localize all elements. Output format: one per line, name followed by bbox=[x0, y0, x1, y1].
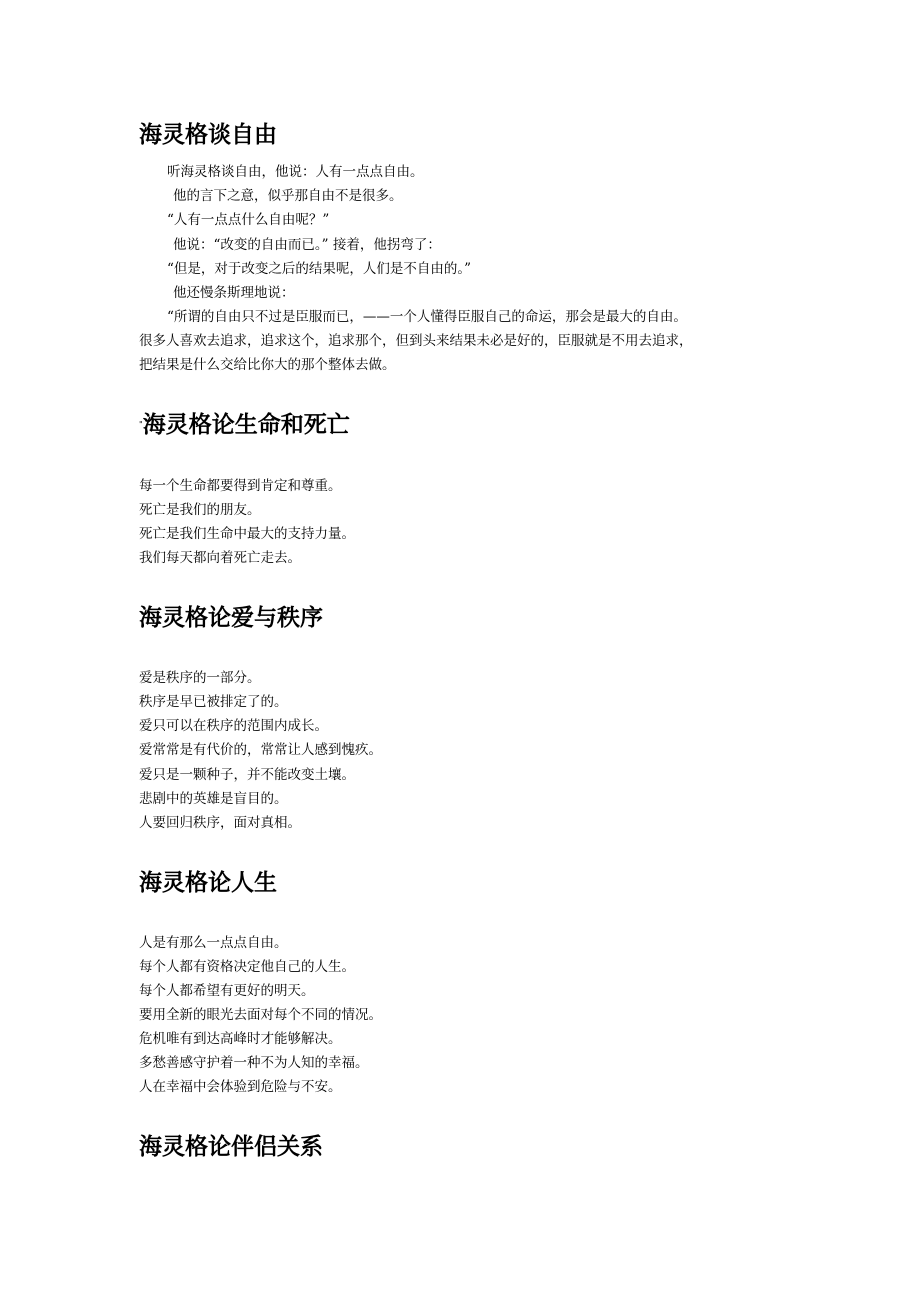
heading-stray-mark: " bbox=[139, 420, 143, 429]
section-heading-freedom: 海灵格谈自由 bbox=[139, 122, 277, 148]
paragraph-line: “所谓的自由只不过是臣服而已，——一个人懂得臣服自己的命运，那会是最大的自由。 bbox=[167, 309, 687, 325]
paragraph-line: 他的言下之意，似乎那自由不是很多。 bbox=[173, 188, 403, 204]
section-heading-love-order: 海灵格论爱与秩序 bbox=[139, 605, 323, 631]
section-heading-partnership: 海灵格论伴侣关系 bbox=[139, 1134, 323, 1160]
paragraph-line: 每个人都有资格决定他自己的人生。 bbox=[139, 959, 355, 975]
paragraph-line: 很多人喜欢去追求，追求这个，追求那个，但到头来结果未必是好的，臣服就是不用去追求， bbox=[139, 333, 693, 349]
section-heading-life: 海灵格论人生 bbox=[139, 870, 277, 896]
paragraph-line: 危机唯有到达高峰时才能够解决。 bbox=[139, 1031, 342, 1047]
paragraph-line: “人有一点点什么自由呢？” bbox=[167, 212, 330, 228]
paragraph-line: “但是，对于改变之后的结果呢，人们是不自由的。” bbox=[167, 261, 472, 277]
paragraph-line: 要用全新的眼光去面对每个不同的情况。 bbox=[139, 1007, 382, 1023]
paragraph-line: 每一个生命都要得到肯定和尊重。 bbox=[139, 478, 342, 494]
paragraph-line: 听海灵格谈自由，他说：人有一点点自由。 bbox=[167, 164, 424, 180]
paragraph-line: 人是有那么一点点自由。 bbox=[139, 935, 288, 951]
paragraph-line: 他说：“改变的自由而已。” 接着，他拐弯了： bbox=[173, 237, 441, 253]
paragraph-line: 人在幸福中会体验到危险与不安。 bbox=[139, 1079, 342, 1095]
section-heading-text: 海灵格论生命和死亡 bbox=[142, 412, 350, 438]
paragraph-line: 人要回归秩序，面对真相。 bbox=[139, 815, 301, 831]
paragraph-line: 死亡是我们生命中最大的支持力量。 bbox=[139, 526, 355, 542]
paragraph-line: 每个人都希望有更好的明天。 bbox=[139, 983, 315, 999]
paragraph-line: 秩序是早已被排定了的。 bbox=[139, 694, 288, 710]
paragraph-line: 悲剧中的英雄是盲目的。 bbox=[139, 791, 288, 807]
paragraph-line: 我们每天都向着死亡走去。 bbox=[139, 550, 301, 566]
paragraph-line: 爱只可以在秩序的范围内成长。 bbox=[139, 718, 328, 734]
paragraph-line: 爱只是一颗种子，并不能改变土壤。 bbox=[139, 767, 355, 783]
paragraph-line: 多愁善感守护着一种不为人知的幸福。 bbox=[139, 1055, 369, 1071]
paragraph-line: 死亡是我们的朋友。 bbox=[139, 502, 261, 518]
paragraph-line: 爱常常是有代价的，常常让人感到愧疚。 bbox=[139, 742, 382, 758]
section-heading-life-death bbox=[139, 411, 350, 439]
paragraph-line: 爱是秩序的一部分。 bbox=[139, 670, 261, 686]
paragraph-line: 把结果是什么交给比你大的那个整体去做。 bbox=[139, 357, 396, 373]
paragraph-line: 他还慢条斯理地说： bbox=[173, 285, 295, 301]
